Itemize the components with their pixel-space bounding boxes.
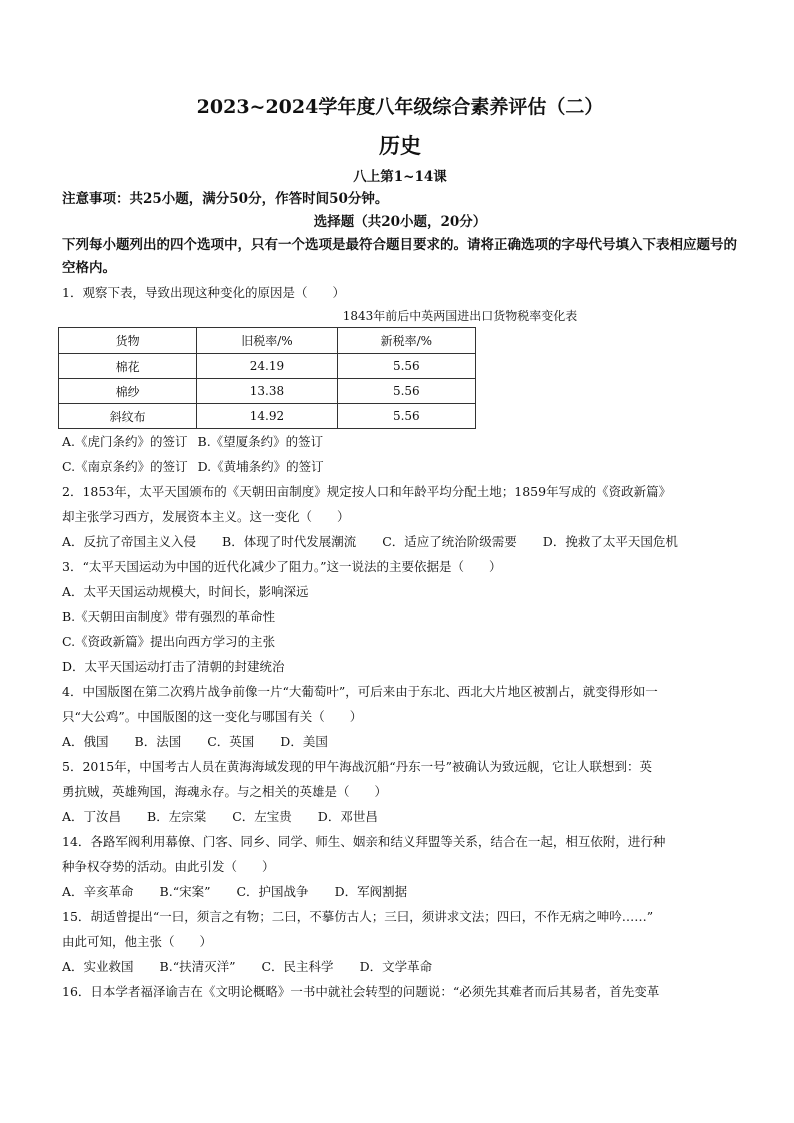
section-heading: 选择题（共20小题，20分）	[313, 214, 487, 230]
question-1-options-cd	[62, 454, 738, 479]
subject-title: 历史	[379, 133, 421, 158]
option-a[interactable]: A．辛亥革命	[62, 884, 134, 899]
question-14-stem-cont: 种争权夺势的活动。由此引发（ ）	[62, 859, 275, 874]
option-d[interactable]: D．太平天国运动打击了清朝的封建统治	[62, 659, 285, 674]
question-14-options	[62, 879, 738, 904]
table-cell: 14.92	[197, 404, 337, 429]
question-1-options-ab	[62, 429, 738, 454]
option-b[interactable]: B．法国	[134, 734, 182, 749]
exam-title: 2023~2024学年度八年级综合素养评估（二）	[196, 96, 604, 118]
option-d[interactable]: D．挽救了太平天国危机	[542, 534, 678, 549]
table-cell: 13.38	[197, 379, 337, 404]
option-a[interactable]: A．实业救国	[62, 959, 134, 974]
option-d[interactable]: D．文学革命	[359, 959, 433, 974]
table-cell: 24.19	[197, 354, 337, 379]
question-5-stem: 5．2015年，中国考古人员在黄海海域发现的甲午海战沉船“丹东一号”被确认为致远舰，它让人联想到：英	[62, 759, 653, 774]
tariff-table	[58, 327, 476, 429]
table-header-row	[59, 328, 476, 354]
question-15-stem: 15．胡适曾提出“一曰，须言之有物；二曰，不摹仿古人；三曰，须讲求文法；四曰，不作无病之呻吟……”	[62, 909, 654, 924]
table-cell: 棉花	[59, 354, 197, 379]
table-header: 旧税率/%	[197, 328, 337, 354]
table-cell: 5.56	[337, 379, 475, 404]
table-header: 新税率/%	[337, 328, 475, 354]
question-4-options	[62, 729, 738, 754]
table-row	[59, 354, 476, 379]
question-2-options	[62, 529, 738, 554]
table-row	[59, 379, 476, 404]
table-cell: 5.56	[337, 404, 475, 429]
option-b[interactable]: B．左宗棠	[147, 809, 207, 824]
table-cell: 斜纹布	[59, 404, 197, 429]
option-b[interactable]: B.《天朝田亩制度》带有强烈的革命性	[62, 609, 276, 624]
option-c[interactable]: C．左宝贵	[232, 809, 292, 824]
question-3-stem: 3．“太平天国运动为中国的近代化减少了阻力。”这一说法的主要依据是（ ）	[62, 559, 502, 574]
option-a[interactable]: A．反抗了帝国主义入侵	[62, 534, 197, 549]
question-2-stem-cont: 却主张学习西方，发展资本主义。这一变化（ ）	[62, 509, 350, 524]
question-15-options	[62, 954, 738, 979]
question-4-stem: 4．中国版图在第二次鸦片战争前像一片“大葡萄叶”，可后来由于东北、西北大片地区被割占，就变得形如一	[62, 684, 658, 699]
question-5-stem-cont: 勇抗贼，英雄殉国，海魂永存。与之相关的英雄是（ ）	[62, 784, 388, 799]
option-c[interactable]: C.《资政新篇》提出向西方学习的主张	[62, 634, 276, 649]
instructions: 下列每小题列出的四个选项中，只有一个选项是最符合题目要求的。请将正确选项的字母代号填入下表相应题号的空格内。	[62, 237, 737, 276]
option-b[interactable]: B.“宋案”	[159, 884, 211, 899]
question-14-stem: 14．各路军阀利用幕僚、门客、同乡、同学、师生、姻亲和结义拜盟等关系，结合在一起，相互依附，进行种	[62, 834, 666, 849]
question-2-stem: 2．1853年，太平天国颁布的《天朝田亩制度》规定按人口和年龄平均分配土地；1859年写成的《资政新篇》	[62, 484, 672, 499]
table-caption: 1843年前后中英两国进出口货物税率变化表	[342, 309, 578, 323]
option-c[interactable]: C.《南京条约》的签订	[62, 459, 188, 474]
question-16-stem: 16．日本学者福泽谕吉在《文明论概略》一书中就社会转型的问题说：“必须先其难者而后其易者，首先变革	[62, 984, 660, 999]
lesson-scope: 八上第1~14课	[353, 169, 447, 185]
table-cell: 棉纱	[59, 379, 197, 404]
option-a[interactable]: A．丁汝昌	[62, 809, 122, 824]
option-d[interactable]: D．邓世昌	[317, 809, 378, 824]
option-b[interactable]: B.《望厦条约》的签订	[197, 434, 324, 449]
option-c[interactable]: C．护国战争	[236, 884, 309, 899]
option-c[interactable]: C．英国	[207, 734, 255, 749]
option-b[interactable]: B．体现了时代发展潮流	[222, 534, 357, 549]
table-cell: 5.56	[337, 354, 475, 379]
option-b[interactable]: B.“扶清灭洋”	[159, 959, 236, 974]
option-d[interactable]: D．美国	[280, 734, 328, 749]
question-4-stem-cont: 只“大公鸡”。中国版图的这一变化与哪国有关（ ）	[62, 709, 363, 724]
option-a[interactable]: A．太平天国运动规模大，时间长，影响深远	[62, 584, 309, 599]
table-header: 货物	[59, 328, 197, 354]
option-a[interactable]: A．俄国	[62, 734, 109, 749]
table-row	[59, 404, 476, 429]
option-d[interactable]: D.《黄埔条约》的签订	[197, 459, 324, 474]
question-5-options	[62, 804, 738, 829]
option-c[interactable]: C．民主科学	[261, 959, 334, 974]
notice: 注意事项：共25小题，满分50分，作答时间50分钟。	[62, 191, 389, 207]
question-15-stem-cont: 由此可知，他主张（ ）	[62, 934, 213, 949]
option-a[interactable]: A.《虎门条约》的签订	[62, 434, 188, 449]
exam-page	[62, 92, 738, 1004]
question-1-stem: 1．观察下表，导致出现这种变化的原因是（ ）	[62, 285, 345, 300]
option-c[interactable]: C．适应了统治阶级需要	[382, 534, 517, 549]
option-d[interactable]: D．军阀割据	[334, 884, 408, 899]
